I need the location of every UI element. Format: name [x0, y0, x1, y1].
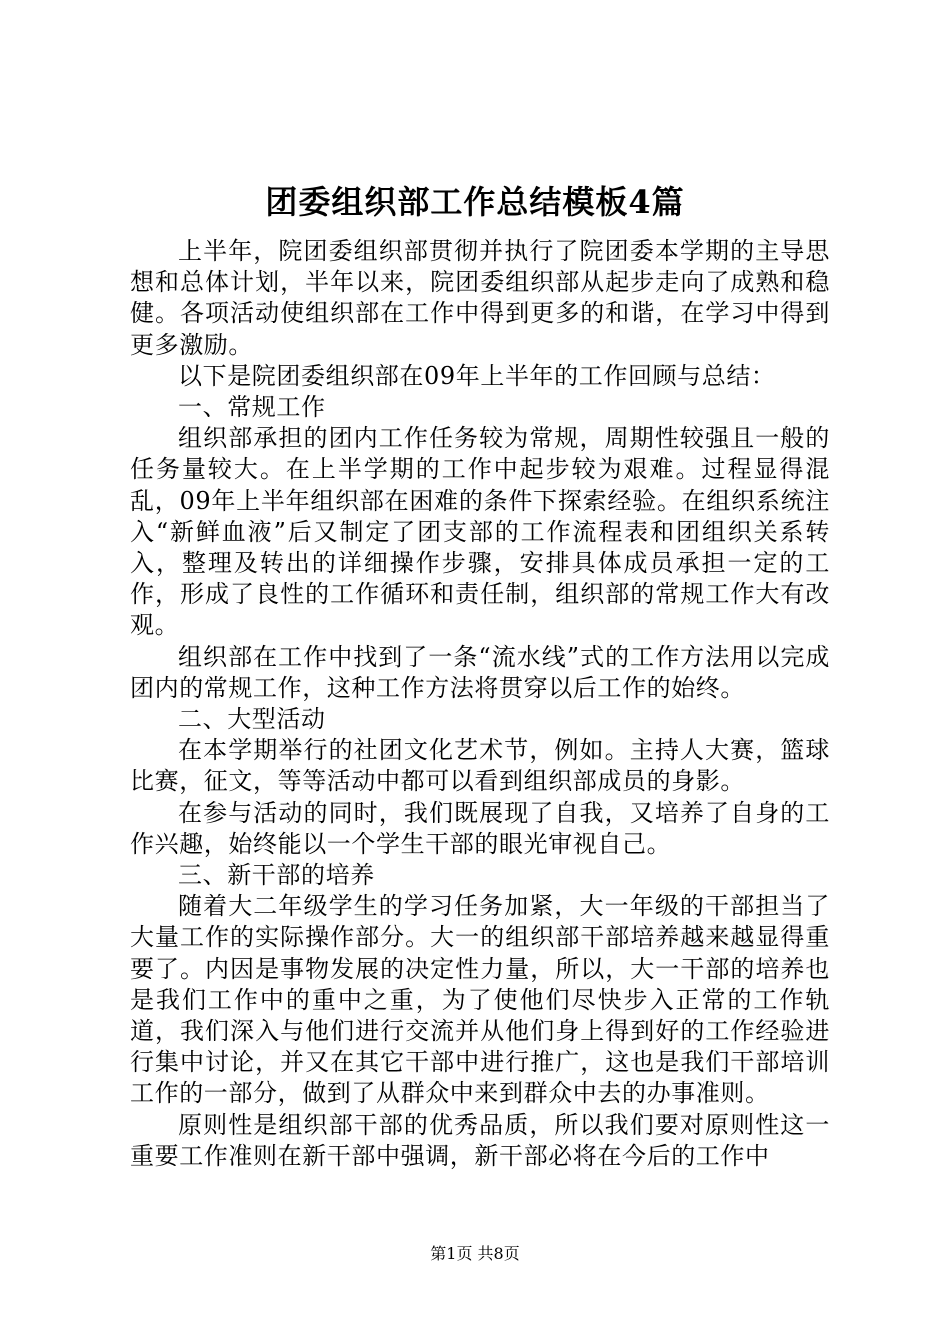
paragraph-participation: 在参与活动的同时，我们既展现了自我，又培养了自身的工作兴趣，始终能以一个学生干部的眼光审视自己。: [130, 798, 830, 858]
document-body: [130, 236, 830, 1172]
page-number-footer: 第1页 共8页: [430, 1244, 520, 1263]
paragraph-major-events: 在本学期举行的社团文化艺术节，例如。主持人大赛，篮球比赛，征文，等等活动中都可以看到组织部成员的身影。: [130, 736, 830, 796]
section-heading-routine-work: 一、常规工作: [178, 393, 326, 422]
paragraph-intro: 上半年，院团委组织部贯彻并执行了院团委本学期的主导思想和总体计划，半年以来，院团委组织部从起步走向了成熟和稳健。各项活动使组织部在工作中得到更多的和谐，在学习中得到更多激励。: [130, 237, 830, 359]
document-title: 团委组织部工作总结模板4篇: [265, 183, 685, 221]
section-heading-new-cadre-training: 三、新干部的培养: [178, 861, 375, 890]
section-heading-major-events: 二、大型活动: [178, 705, 326, 734]
paragraph-workflow-method: 组织部在工作中找到了一条“流水线”式的工作方法用以完成团内的常规工作，这种工作方法将贯穿以后工作的始终。: [130, 642, 830, 702]
paragraph-routine-work: 组织部承担的团内工作任务较为常规，周期性较强且一般的任务量较大。在上半学期的工作中起步较为艰难。过程显得混乱，09年上半年组织部在困难的条件下探索经验。在组织系统注入“新鲜血液”后又制定了团支部的工作流程表和团组织关系转入，整理及转出的详细操作步骤，安排具体成员承担一定的工作，形成了良性的工作循环和责任制，组织部的常规工作大有改观。: [130, 424, 830, 640]
paragraph-new-cadre-training: 随着大二年级学生的学习任务加紧，大一年级的干部担当了大量工作的实际操作部分。大一的组织部干部培养越来越显得重要了。内因是事物发展的决定性力量，所以，大一干部的培养也是我们工作中的重中之重，为了使他们尽快步入正常的工作轨道，我们深入与他们进行交流并从他们身上得到好的工作经验进行集中讨论，并又在其它干部中进行推广，这也是我们干部培训工作的一部分，做到了从群众中来到群众中去的办事准则。: [130, 892, 830, 1108]
paragraph-principles: 原则性是组织部干部的优秀品质，所以我们要对原则性这一重要工作准则在新干部中强调，新干部必将在今后的工作中: [130, 1110, 830, 1170]
paragraph-summary-lead: 以下是院团委组织部在09年上半年的工作回顾与总结：: [178, 361, 776, 390]
